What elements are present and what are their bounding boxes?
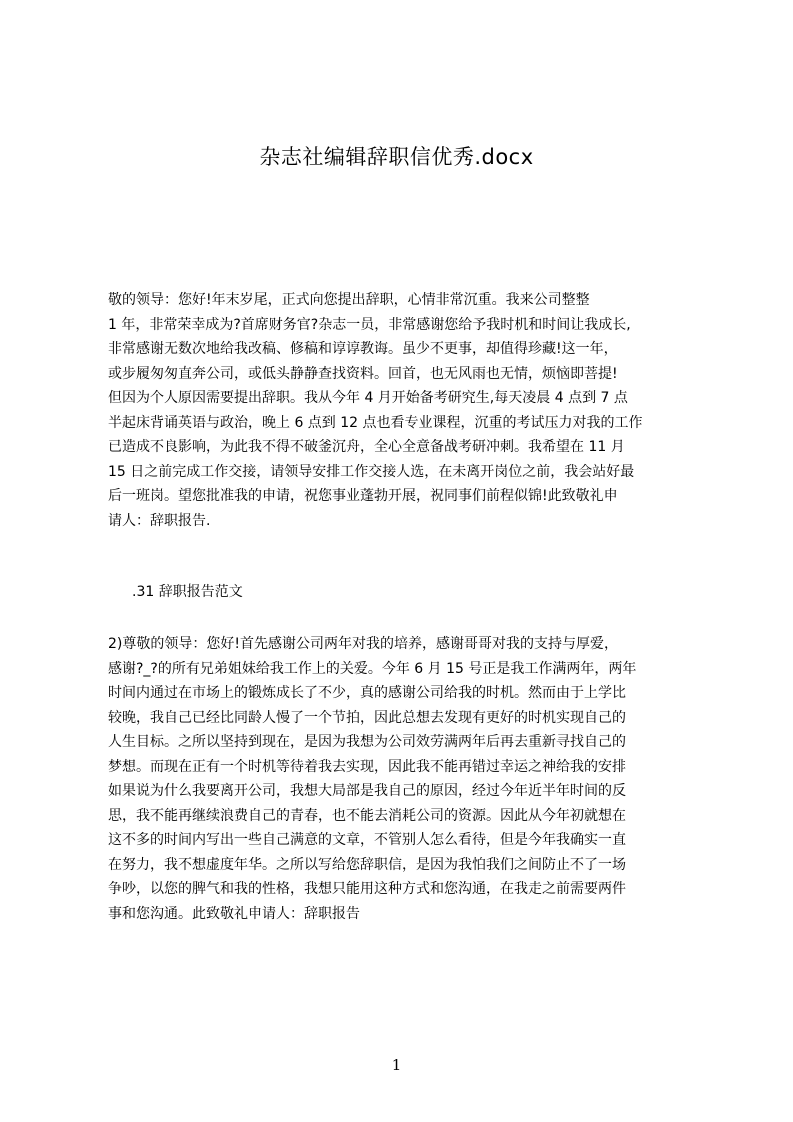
document-title: 杂志社编辑辞职信优秀.docx [259,145,534,169]
text-line: 梦想。而现在正有一个时机等待着我去实现，因此我不能再错过幸运之神给我的安排 [108,758,626,775]
text-line: 已造成不良影响，为此我不得不破釜沉舟，全心全意备战考研冲刺。我希望在 11 月 [108,439,625,455]
text-line: 如果说为什么我要离开公司，我想大局部是我自己的原因，经过今年近半年时间的反 [108,783,626,799]
paragraph-resignation-letter-1 [108,288,700,533]
text-line: 在努力，我不想虚度年华。之所以写给您辞职信，是因为我怕我们之间防止不了一场 [108,856,626,873]
text-line: 时间内通过在市场上的锻炼成长了不少，真的感谢公司给我的时机。然而由于上学比 [108,685,626,701]
text-line: 2)尊敬的领导：您好!首先感谢公司两年对我的培养，感谢哥哥对我的支持与厚爱， [108,636,618,652]
text-line: 事和您沟通。此致敬礼申请人：辞职报告 [108,905,360,922]
text-line: 非常感谢无数次地给我改稿、修稿和谆谆教诲。虽少不更事，却值得珍藏!这一年， [108,341,618,357]
text-line: 这不多的时间内写出一些自己满意的文章，不管别人怎么看待，但是今年我确实一直 [108,832,626,848]
text-line: 或步履匆匆直奔公司，或低头静静查找资料。回首，也无风雨也无情，烦恼即菩提! [108,365,618,382]
paragraph-resignation-letter-2 [108,632,700,926]
text-line: 思，我不能再继续浪费自己的青春，也不能去消耗公司的资源。因此从今年初就想在 [108,807,626,824]
text-line: 1 年，非常荣幸成为?首席财务官?杂志一员，非常感谢您给予我时机和时间让我成长, [108,316,631,333]
page-number: 1 [391,1056,402,1074]
text-line: 人生目标。之所以坚持到现在，是因为我想为公司效劳满两年后再去重新寻找自己的 [108,734,626,750]
text-line: 较晚，我自己已经比同龄人慢了一个节拍，因此总想去发现有更好的时机实现自己的 [108,709,626,726]
text-line: 敬的领导：您好!年末岁尾，正式向您提出辞职，心情非常沉重。我来公司整整 [108,292,590,308]
text-line: 15 日之前完成工作交接，请领导安排工作交接人选，在未离开岗位之前，我会站好最 [108,463,635,480]
text-line: 感谢?_?的所有兄弟姐妹给我工作上的关爱。今年 6 月 15 号正是我工作满两年，两年 [108,660,637,677]
text-line: 后一班岗。望您批准我的申请，祝您事业蓬勃开展，祝同事们前程似锦!此致敬礼申 [108,488,618,504]
text-line: 请人：辞职报告. [108,512,211,529]
text-line: 争吵，以您的脾气和我的性格，我想只能用这种方式和您沟通，在我走之前需要两件 [108,881,626,897]
text-line: 但因为个人原因需要提出辞职。我从今年 4 月开始备考研究生,每天凌晨 4 点到 7 点 [108,390,628,406]
text-line: 半起床背诵英语与政治，晚上 6 点到 12 点也看专业课程，沉重的考试压力对我的工作 [108,414,643,431]
section-heading: .31 辞职报告范文 [132,584,243,600]
